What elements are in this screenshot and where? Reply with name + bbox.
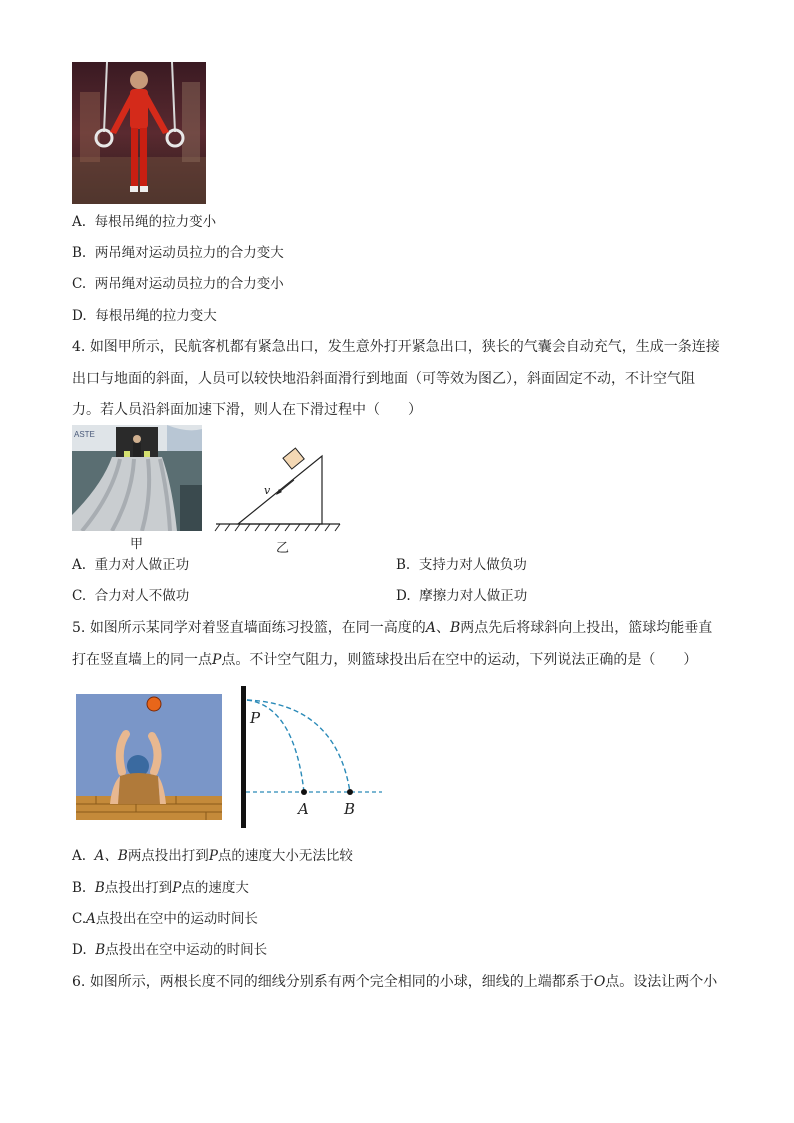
incline-diagram: [212, 440, 344, 534]
q4-option-d: D. 摩擦力对人做正功: [396, 588, 528, 604]
q5-option-a: A. A、B两点投出打到P点的速度大小无法比较: [72, 848, 353, 864]
label-a: A: [298, 800, 309, 818]
slide-photo: [72, 425, 202, 531]
q3-option-c: C. 两吊绳对运动员拉力的合力变小: [72, 276, 284, 292]
q6-stem-line-1: 6. 如图所示，两根长度不同的细线分别系有两个完全相同的小球，细线的上端都系于O点。设法让两个小: [72, 974, 718, 990]
fig-yi-label: 乙: [276, 541, 290, 556]
basketball-illustration: [76, 694, 222, 820]
q4-option-c: C. 合力对人不做功: [72, 588, 190, 604]
wall: [241, 686, 246, 828]
velocity-label: v: [264, 484, 271, 497]
q4-option-a: A. 重力对人做正功: [72, 557, 190, 573]
fig-jia-label: 甲: [130, 537, 144, 552]
q3-option-d: D. 每根吊绳的拉力变大: [72, 308, 217, 324]
label-b: B: [344, 800, 356, 818]
gymnast-photo: [72, 62, 206, 204]
q3-option-a: A. 每根吊绳的拉力变小: [72, 214, 217, 230]
q5-option-c: C.A点投出在空中的运动时间长: [72, 911, 258, 927]
label-p: P: [250, 709, 261, 727]
q5-stem-line-1: 5. 如图所示某同学对着竖直墙面练习投篮，在同一高度的A、B两点先后将球斜向上投出，篮球均能垂直: [72, 620, 713, 636]
q4-stem-line-3: 力。若人员沿斜面加速下滑，则人在下滑过程中（ ）: [72, 402, 422, 418]
basketball-icon: [147, 697, 161, 711]
q5-stem-line-2: 打在竖直墙上的同一点P点。不计空气阻力，则篮球投出后在空中的运动，下列说法正确的是（ ）: [72, 652, 698, 668]
q5-option-b: B. B点投出打到P点的速度大: [72, 880, 249, 896]
q4-stem-line-2: 出口与地面的斜面，人员可以较快地沿斜面滑行到地面（可等效为图乙），斜面固定不动，不计空气阻: [72, 371, 695, 387]
q3-option-b: B. 两吊绳对运动员拉力的合力变大: [72, 245, 284, 261]
point-b: [347, 789, 353, 795]
q4-option-b: B. 支持力对人做负功: [396, 557, 527, 573]
plane-text: ASTE: [74, 430, 95, 439]
trajectory-diagram: [236, 684, 384, 830]
point-a: [301, 789, 307, 795]
q5-option-d: D. B点投出在空中运动的时间长: [72, 942, 268, 958]
q4-stem-line-1: 4. 如图甲所示，民航客机都有紧急出口，发生意外打开紧急出口，狭长的气囊会自动充气，生成一条连接: [72, 339, 720, 355]
